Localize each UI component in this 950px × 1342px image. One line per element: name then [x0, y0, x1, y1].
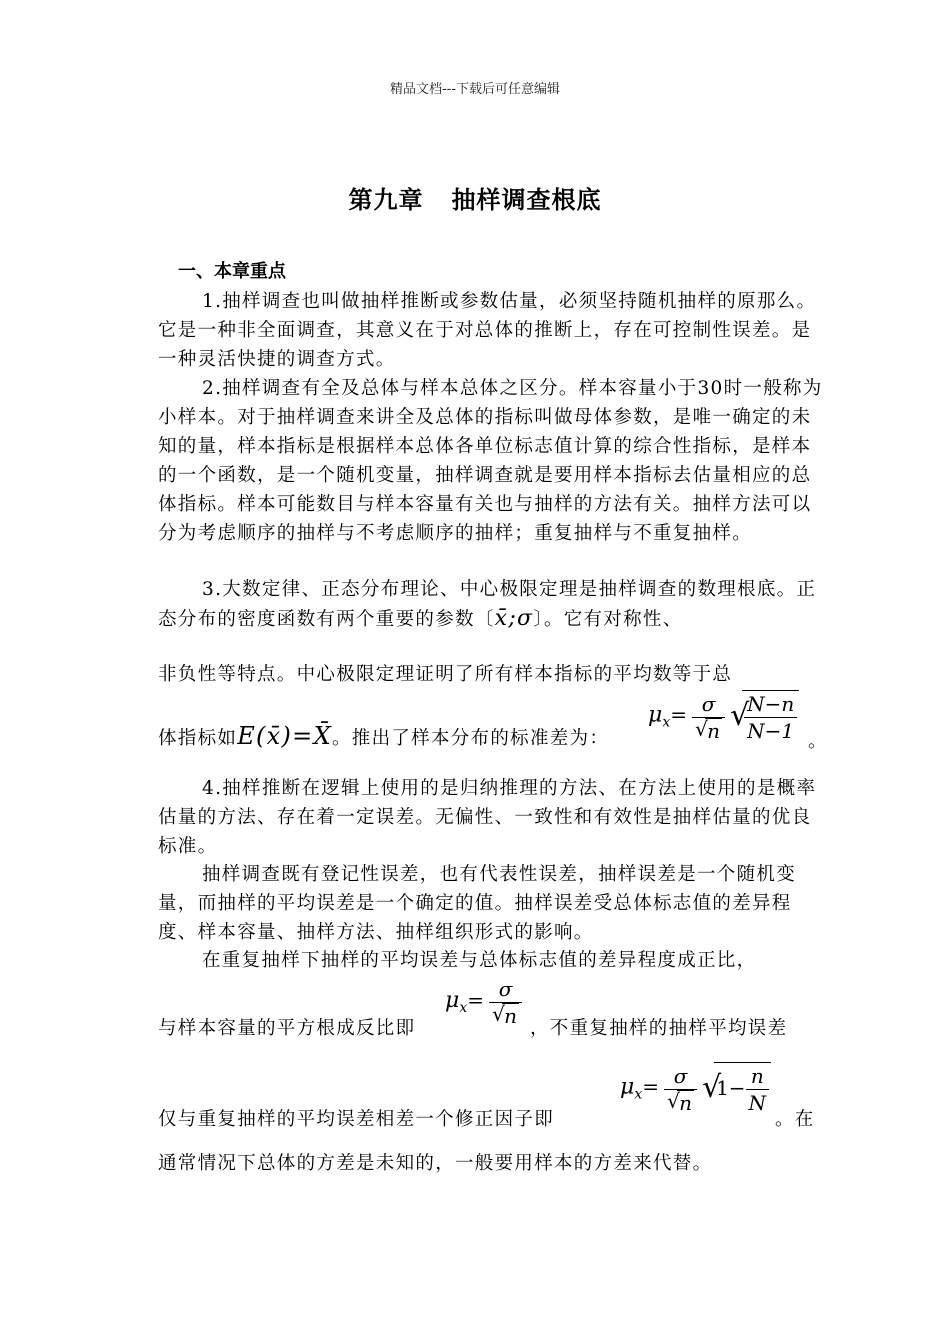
std-error-formula-repeated	[445, 976, 522, 1029]
mu-subscript: x	[459, 1000, 468, 1016]
sigma-numerator: σ	[692, 691, 725, 718]
n-symbol: n	[504, 1004, 517, 1028]
paragraph-3-part-b: 〕。它有对称性、	[533, 609, 683, 630]
paragraph-1-text: 1.抽样调查也叫做抽样推断或参数估量，必须坚持随机抽样的原那么。它是一种非全面调查，其意义在于对总体的推断上，存在可控制性误差。是一种灵活快捷的调查方式。	[158, 291, 817, 370]
paragraph-5	[158, 860, 823, 947]
expectation-line	[158, 722, 609, 750]
n-symbol: n	[679, 1090, 692, 1115]
paragraph-4	[158, 774, 823, 861]
mu-subscript: x	[662, 714, 671, 731]
equals-sign: =	[467, 988, 484, 1012]
paragraph-6-part-f: 通常情况下总体的方差是未知的，一般要用样本的方差来代替。	[158, 1153, 713, 1174]
one-minus: 1−	[716, 1076, 746, 1100]
paragraph-5-text: 抽样调查既有登记性误差，也有代表性误差，抽样误差是一个随机变量，而抽样的平均误差是一个确定的值。抽样误差受总体标志值的差异程度、样本容量、抽样方法、抽样组织形式的影响。	[158, 864, 797, 943]
mu-symbol: μ	[648, 702, 663, 728]
paragraph-6	[158, 946, 823, 975]
n-numerator: n	[746, 1063, 770, 1090]
fpc-period: 。	[808, 731, 827, 752]
chapter-title	[0, 180, 950, 215]
expectation-formula: E(x̄)=X̄	[237, 722, 332, 750]
chapter-number: 第九章	[348, 186, 424, 214]
correction-radical: √ 1− $\frac{n}{N}$	[702, 1062, 771, 1116]
section-heading: 一、本章重点	[178, 261, 286, 282]
n-over-N	[746, 1063, 770, 1116]
equals-sign: =	[642, 1074, 659, 1099]
paragraph-2	[158, 374, 823, 548]
fpc-denominator: N−1	[747, 719, 795, 743]
sigma-over-root-n	[489, 976, 522, 1029]
paragraph-3-part-a: 3.大数定律、正态分布理论、中心极限定理是抽样调查的数理根底。正态分布的密度函数有两个重要的参数〔	[158, 579, 817, 630]
fpc-numerator: N−n	[744, 691, 797, 718]
fpc-radical: √ $\frac{N-n}{N-1}$	[730, 690, 799, 744]
mu-subscript: x	[634, 1086, 643, 1103]
sigma-numerator: σ	[489, 976, 522, 1003]
paragraph-6-part-b: 与样本容量的平方根成反比即	[158, 1018, 416, 1039]
paragraph-3-text	[158, 575, 823, 634]
normal-params: x̄;σ	[494, 606, 534, 631]
chapter-name: 抽样调查根底	[451, 186, 602, 214]
mu-symbol: μ	[620, 1074, 635, 1100]
sigma-over-root-n	[664, 1063, 697, 1116]
repeated-sampling-line	[158, 1014, 415, 1040]
N-denominator: N	[748, 1091, 767, 1115]
sigma-numerator: σ	[664, 1063, 697, 1090]
paragraph-2-text: 2.抽样调查有全及总体与样本总体之区分。样本容量小于30时一般称为小样本。对于抽样调查来讲全及总体的指标叫做母体参数，是唯一确定的未知的量，样本指标是根据样本总体各单位标志值计算的综合性指标，是样本的一个函数，是一个随机变量，抽样调查就是要用样本指标去估量相应的总体指标。样本可能数目与样本容量有关也与抽样的方法有关。抽样方法可以分为考虑顺序的抽样与不考虑顺序的抽样；重复抽样与不重复抽样。	[158, 378, 823, 544]
paragraph-1	[158, 287, 823, 374]
paragraph-3	[158, 575, 823, 634]
paragraph-3-part-c: 非负性等特点。中心极限定理证明了所有样本指标的平均数等于总	[158, 664, 733, 685]
paragraph-3-part-d: 体指标如	[158, 728, 238, 749]
std-error-formula-nonrepeated	[620, 1062, 771, 1116]
paragraph-3-part-e: 。推出了样本分布的标准差为：	[331, 728, 610, 749]
root-n-denominator: √ n	[492, 1002, 517, 1028]
paragraph-6-part-d: 仅与重复抽样的平均误差相差一个修正因子即	[158, 1109, 555, 1130]
root-n-denominator: √ n	[695, 716, 720, 743]
paragraph-3-line	[158, 660, 823, 689]
fpc-fraction	[744, 691, 797, 744]
mu-symbol: μ	[445, 988, 460, 1013]
page-header: 精品文档---下载后可任意编辑	[389, 82, 561, 97]
paragraph-6-part-c: ，不重复抽样的抽样平均误差	[530, 1018, 788, 1039]
sigma-over-root-n	[692, 691, 725, 744]
equals-sign: =	[670, 702, 687, 727]
std-error-formula-fpc	[648, 690, 799, 744]
n-symbol: n	[707, 718, 720, 743]
paragraph-6-text: 在重复抽样下抽样的平均误差与总体标志值的差异程度成正比，	[202, 950, 757, 971]
paragraph-4-text: 4.抽样推断在逻辑上使用的是归纳推理的方法、在方法上使用的是概率估量的方法、存在着一定误差。无偏性、一致性和有效性是抽样估量的优良标准。	[158, 778, 817, 857]
root-n-denominator: √ n	[667, 1088, 692, 1115]
paragraph-6-part-e: 。在	[775, 1109, 815, 1130]
